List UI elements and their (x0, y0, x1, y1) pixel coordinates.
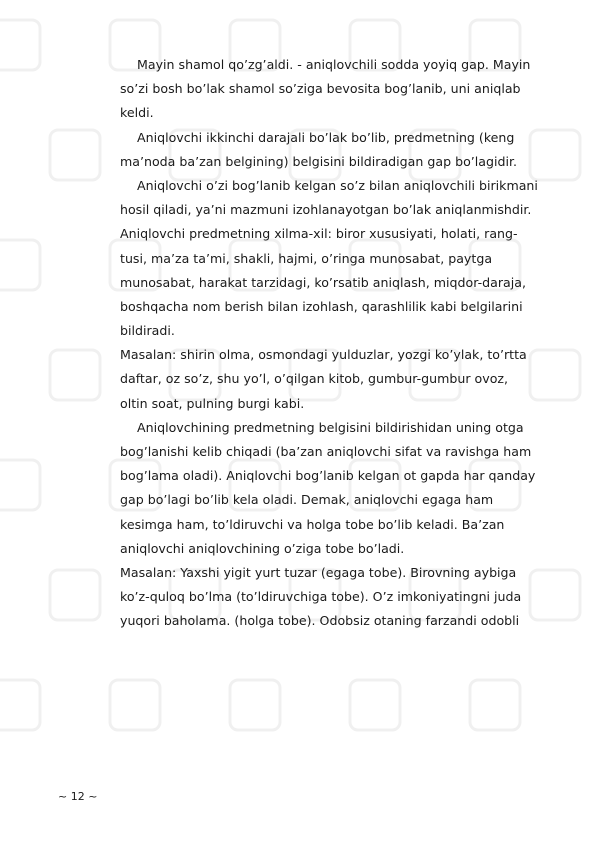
text-line: boshqacha nom berish bilan izohlash, qarashlilik kabi belgilarini (120, 298, 523, 314)
text-line: Aniqlovchi o’zi bog’lanib kelgan so’z bilan aniqlovchili birikmani (137, 177, 538, 193)
text-line: Mayin shamol qo’zg’aldi. - aniqlovchili sodda yoyiq gap. Mayin (137, 57, 531, 72)
text-line: bog’lama oladi). Aniqlovchi bog’lanib kelgan ot gapda har qanday (120, 468, 536, 484)
text-line: ko’z-quloq bo’lma (to’ldiruvchiga tobe). O’z imkoniyatingni juda (120, 589, 522, 605)
text-line: hosil qiladi, ya’ni mazmuni izohlanayotgan bo’lak aniqlanmishdir. (120, 202, 532, 218)
body-text (120, 53, 560, 634)
text-line: daftar, oz so’z, shu yo’l, o’qilgan kitob, gumbur-gumbur ovoz, (120, 371, 509, 387)
text-line: aniqlovchi aniqlovchining o’ziga tobe bo’ladi. (120, 540, 405, 556)
text-line: Aniqlovchi predmetning xilma-xil: biror xususiyati, holati, rang- (120, 226, 518, 242)
text-line: tusi, ma’za ta’mi, shakli, hajmi, o’ringa munosabat, paytga (120, 250, 493, 266)
text-line: Aniqlovchi ikkinchi darajali bo’lak bo’lib, predmetning (keng (137, 129, 515, 145)
text-line: oltin soat, pulning burgi kabi. (120, 395, 305, 411)
page-number: ~ 12 ~ (58, 790, 98, 803)
text-line: keldi. (120, 105, 154, 121)
text-line: Aniqlovchining predmetning belgisini bildirishidan uning otga (137, 419, 524, 435)
text-line: munosabat, harakat tarzidagi, ko’rsatib aniqlash, miqdor-daraja, (120, 274, 526, 290)
text-line: Masalan: Yaxshi yigit yurt tuzar (egaga tobe). Birovning aybiga (120, 564, 517, 580)
text-line: Masalan: shirin olma, osmondagi yulduzlar, yozgi ko’ylak, to’rtta (120, 347, 527, 363)
text-line: gap bo’lagi bo’lib kela oladi. Demak, aniqlovchi egaga ham (120, 492, 494, 508)
text-line: bog’lanishi kelib chiqadi (ba’zan aniqlovchi sifat va ravishga ham (120, 444, 532, 459)
text-line: ma’noda ba’zan belgining) belgisini bildiradigan gap bo’lagidir. (120, 153, 518, 169)
text-line: bildiradi. (120, 323, 175, 339)
text-line: kesimga ham, to’ldiruvchi va holga tobe bo’lib keladi. Ba’zan (120, 516, 505, 532)
text-line: yuqori baholama. (holga tobe). Odobsiz otaning farzandi odobli (120, 613, 520, 629)
text-line: so’zi bosh bo’lak shamol so’ziga bevosita bog’lanib, uni aniqlab (120, 81, 521, 97)
